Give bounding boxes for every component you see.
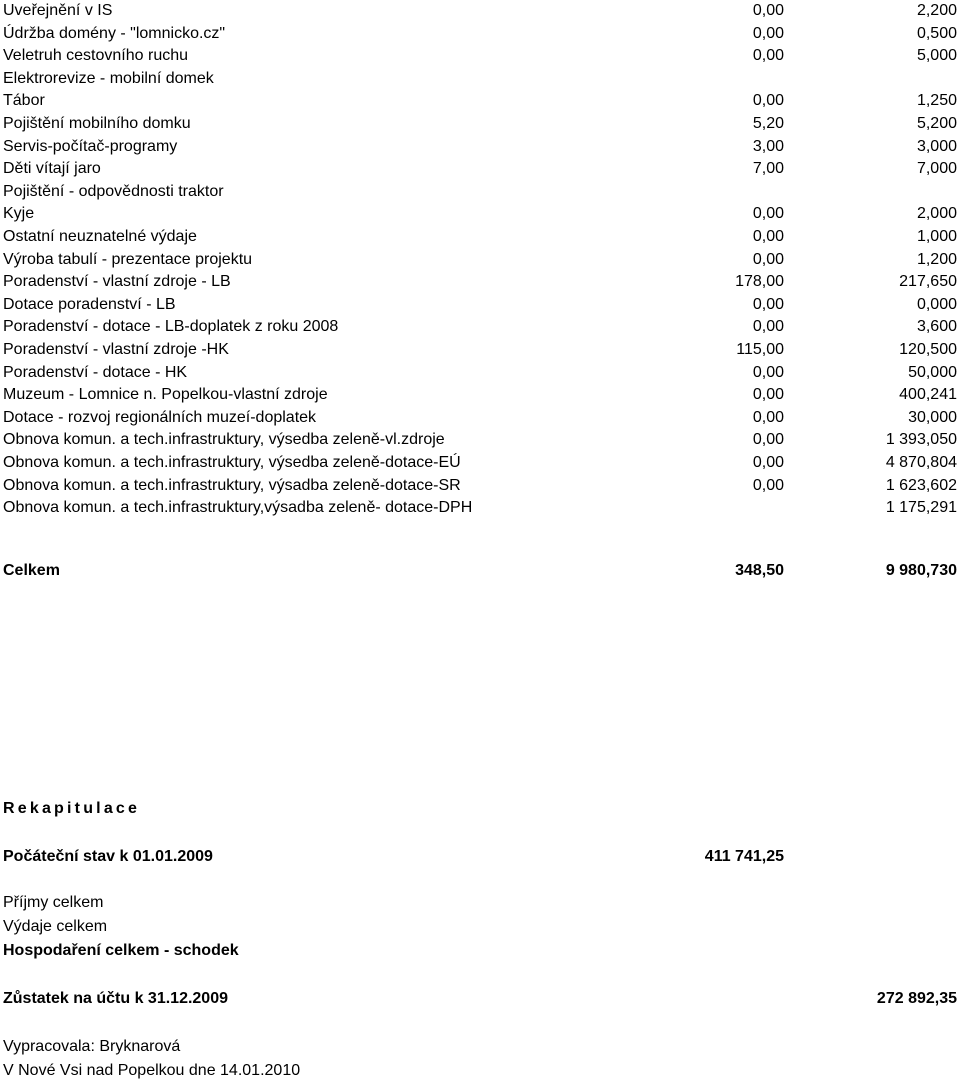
row-label: Ostatní neuznatelné výdaje [3, 228, 197, 245]
row-value-1: 0,00 [752, 431, 784, 449]
table-row [0, 45, 960, 67]
table-row [0, 452, 960, 474]
row-label: Tábor [3, 92, 45, 110]
table-row [0, 316, 960, 338]
row-value-2: 7,000 [916, 160, 957, 178]
table-row [0, 90, 960, 112]
row-value-2: 3,000 [916, 137, 957, 155]
expenses-row [0, 916, 960, 938]
row-label: Obnova komun. a tech.infrastruktury, výsadba zeleně-dotace-SR [3, 476, 461, 494]
row-value-1: 0,00 [752, 386, 784, 404]
row-value-2: 2,200 [916, 2, 957, 19]
result-label: Hospodaření celkem - schodek [3, 942, 239, 959]
row-value-2: 217,650 [899, 273, 957, 291]
row-value-2: 0,000 [916, 295, 957, 313]
closing-balance-value: 272 892,35 [876, 990, 957, 1007]
opening-balance-row [0, 846, 960, 868]
table-row [0, 0, 960, 22]
row-label: Poradenství - dotace - LB-doplatek z roku 2008 [3, 318, 339, 336]
total-value-1: 348,50 [735, 562, 784, 579]
row-value-1: 0,00 [752, 318, 784, 336]
closing-balance-label: Zůstatek na účtu k 31.12.2009 [3, 990, 228, 1007]
table-row [0, 271, 960, 293]
row-label: Elektrorevize - mobilní domek [3, 69, 214, 87]
prepared-by: Vypracovala: Bryknarová [3, 1038, 181, 1055]
row-value-2: 1 623,602 [885, 476, 957, 494]
table-row [0, 339, 960, 361]
table-row [0, 497, 960, 519]
table-row [0, 23, 960, 45]
opening-balance-label: Počáteční stav k 01.01.2009 [3, 848, 213, 865]
table-row [0, 407, 960, 429]
row-value-1: 0,00 [752, 363, 784, 381]
row-label: Poradenství - vlastní zdroje -HK [3, 341, 229, 358]
table-row [0, 384, 960, 406]
row-value-2: 400,241 [899, 386, 957, 404]
row-value-2: 1,200 [916, 250, 957, 268]
row-value-2: 5,000 [916, 47, 957, 65]
row-label: Poradenství - dotace - HK [3, 363, 188, 381]
row-value-2: 50,000 [908, 363, 957, 381]
row-label: Veletruh cestovního ruchu [3, 47, 189, 65]
table-row [0, 226, 960, 248]
row-label: Děti vítají jaro [3, 160, 101, 178]
row-value-1: 0,00 [752, 228, 784, 245]
row-label: Poradenství - vlastní zdroje - LB [3, 273, 231, 291]
row-label: Kyje [3, 205, 35, 223]
row-label: Dotace poradenství - LB [3, 295, 176, 313]
row-value-1: 0,00 [752, 92, 784, 110]
table-row [0, 475, 960, 497]
table-row [0, 294, 960, 316]
row-label: Údržba domény - "lomnicko.cz" [3, 24, 226, 42]
row-value-2: 0,500 [916, 24, 957, 42]
row-value-2: 30,000 [908, 408, 957, 426]
result-row [0, 940, 960, 962]
row-label: Obnova komun. a tech.infrastruktury, výsedba zeleně-dotace-EÚ [3, 454, 461, 471]
row-label: Muzeum - Lomnice n. Popelkou-vlastní zdroje [3, 386, 328, 404]
row-value-2: 2,000 [916, 205, 957, 223]
row-value-2: 3,600 [916, 318, 957, 336]
table-row [0, 181, 960, 203]
opening-balance-value: 411 741,25 [704, 848, 784, 865]
recap-heading: Rekapitulace [3, 800, 141, 817]
row-value-1: 115,00 [736, 341, 784, 358]
total-label: Celkem [3, 562, 60, 579]
row-label: Pojištění - odpovědnosti traktor [3, 182, 224, 200]
closing-balance-row [0, 988, 960, 1010]
recap-heading-row [0, 798, 960, 820]
row-value-1: 0,00 [752, 47, 784, 65]
expenses-label: Výdaje celkem [3, 918, 108, 935]
table-row [0, 203, 960, 225]
row-value-1: 3,00 [752, 137, 784, 155]
row-label: Dotace - rozvoj regionálních muzeí-doplatek [3, 408, 317, 426]
table-row [0, 158, 960, 180]
row-value-1: 0,00 [752, 476, 784, 494]
row-value-1: 178,00 [735, 273, 784, 291]
row-label: Obnova komun. a tech.infrastruktury, výsedba zeleně-vl.zdroje [3, 431, 445, 449]
table-row [0, 249, 960, 271]
row-label: Pojištění mobilního domku [3, 115, 191, 132]
table-row [0, 113, 960, 135]
row-label: Servis-počítač-programy [3, 137, 178, 155]
row-label: Uveřejnění v IS [3, 2, 113, 19]
row-value-1: 0,00 [752, 2, 784, 19]
table-row [0, 68, 960, 90]
total-value-2: 9 980,730 [885, 562, 957, 579]
table-row [0, 136, 960, 158]
row-value-2: 4 870,804 [885, 454, 957, 471]
place-date-row [0, 1060, 960, 1082]
income-label: Příjmy celkem [3, 894, 104, 911]
table-row [0, 362, 960, 384]
row-value-2: 120,500 [899, 341, 957, 358]
prepared-by-row [0, 1036, 960, 1058]
row-value-2: 5,200 [916, 115, 957, 132]
row-value-2: 1,250 [916, 92, 957, 110]
row-value-1: 5,20 [752, 115, 784, 132]
row-value-2: 1,000 [916, 228, 957, 245]
row-value-2: 1 175,291 [885, 499, 957, 517]
row-value-1: 0,00 [752, 250, 784, 268]
row-value-1: 0,00 [752, 295, 784, 313]
row-label: Výroba tabulí - prezentace projektu [3, 250, 253, 268]
place-date: V Nové Vsi nad Popelkou dne 14.01.2010 [3, 1062, 301, 1079]
row-value-1: 0,00 [752, 454, 784, 471]
row-value-2: 1 393,050 [885, 431, 957, 449]
row-value-1: 0,00 [752, 408, 784, 426]
table-row [0, 429, 960, 451]
total-row [0, 560, 960, 582]
row-value-1: 0,00 [752, 24, 784, 42]
income-row [0, 892, 960, 914]
row-label: Obnova komun. a tech.infrastruktury,výsadba zeleně- dotace-DPH [3, 499, 473, 517]
row-value-1: 0,00 [752, 205, 784, 223]
row-value-1: 7,00 [752, 160, 784, 178]
